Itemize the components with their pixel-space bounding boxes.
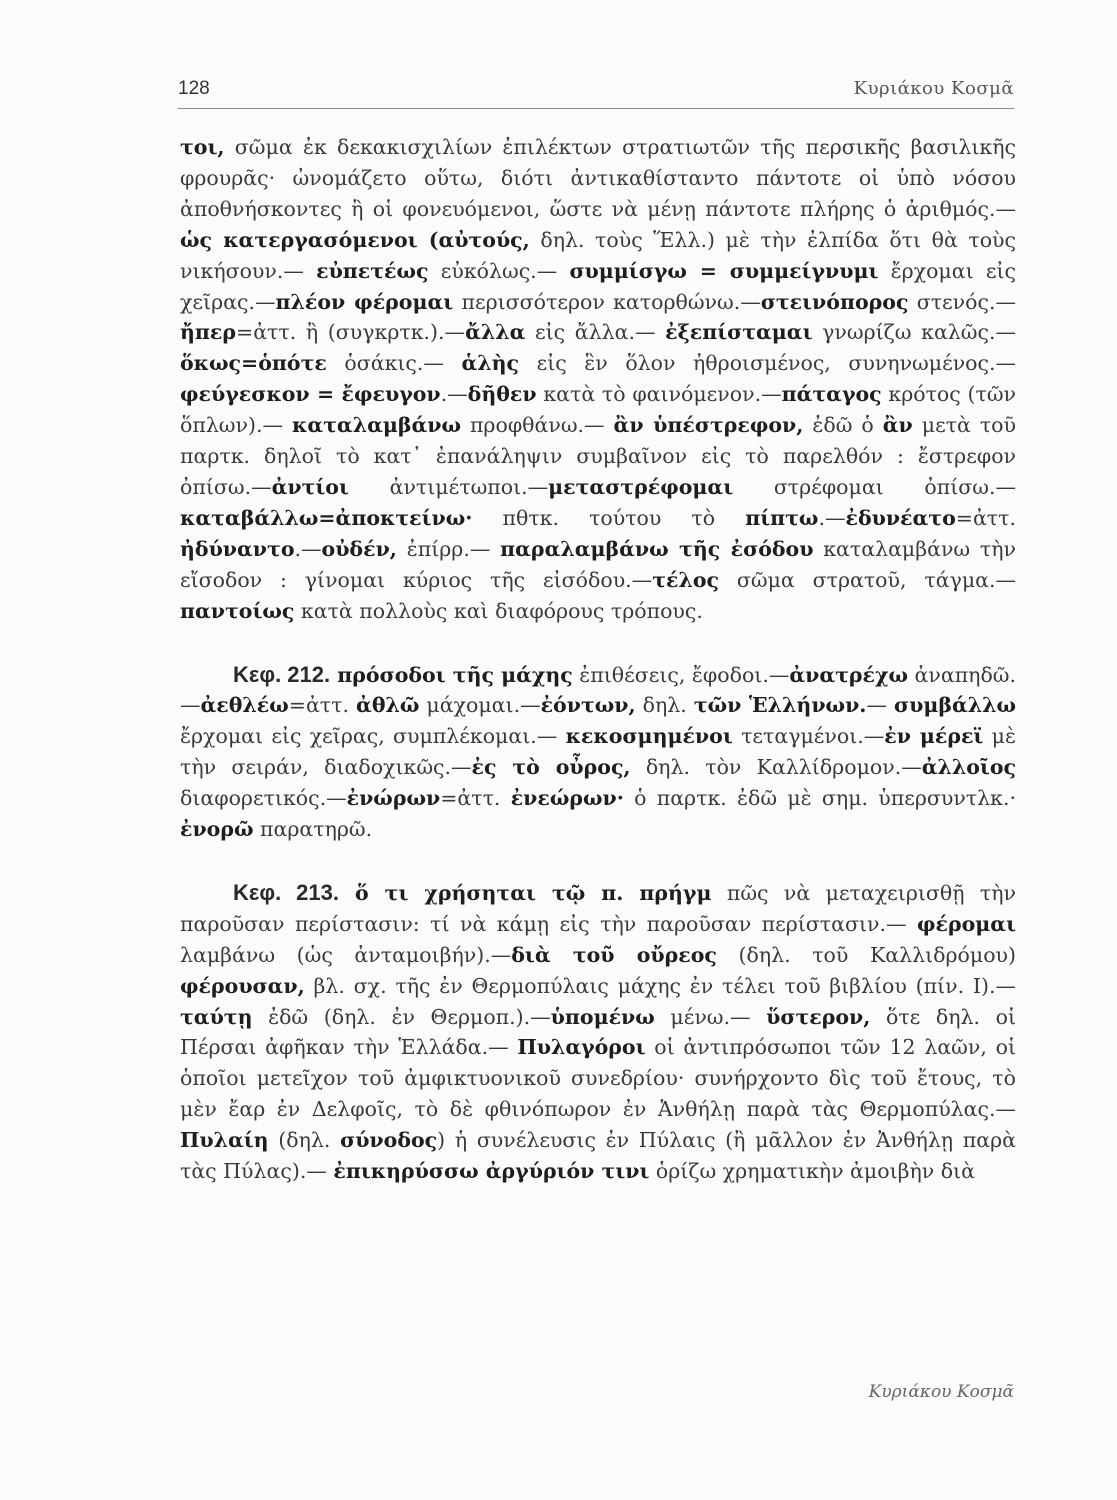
lemma-term: συμμίσγω = συμμείγνυμι	[569, 258, 879, 283]
lemma-term: ἐνώρων	[346, 786, 441, 811]
lemma-term: ἀλλοῖος	[921, 755, 1016, 780]
lemma-term: ὅ τι χρήσηται τῷ π. πρήγμ	[338, 880, 712, 905]
gloss-text: δηλ. τοὺς Ἕλλ.) μὲ τὴν ἐλπίδα ὅτι θὰ τοὺς νικήσουν.—	[180, 227, 1016, 283]
gloss-text: στρέφομαι ὀπίσω.—	[733, 474, 1016, 499]
lemma-term: ἤπερ	[180, 320, 237, 345]
lemma-term: παραλαμβάνω τῆς ἐσόδου	[500, 536, 814, 561]
gloss-text: δηλ. τὸν Καλλίδρομον.—	[630, 755, 922, 780]
lemma-term: ἐνεώρων·	[510, 786, 624, 811]
chapter-reference: Κεφ. 212.	[233, 661, 331, 687]
lemma-term: φεύγεσκον = ἔφευγον	[180, 382, 441, 407]
gloss-text: προφθάνω.—	[460, 413, 614, 438]
gloss-text: περισσότερον κατορθώνω.—	[453, 289, 761, 314]
lemma-term: ὡς κατεργασόμενοι (αὐτούς,	[180, 227, 530, 252]
gloss-text: ἐδῶ (δηλ. ἐν Θερμοπ.).—	[252, 1004, 551, 1029]
gloss-text: (δηλ. τοῦ Καλλιδρόμου)	[716, 942, 1016, 967]
gloss-text: =ἀττ.	[955, 505, 1016, 530]
lemma-term: εὐπετέως	[316, 258, 429, 283]
gloss-text: σῶμα στρατοῦ, τάγμα.—	[718, 567, 1016, 592]
lemma-term: φέρουσαν,	[180, 973, 305, 998]
lemma-term: παντοίως	[180, 598, 295, 623]
gloss-text: τεταγμένοι.—	[732, 724, 885, 749]
lemma-term: μεταστρέφομαι	[548, 474, 734, 499]
gloss-text: ὁσάκις.—	[326, 351, 462, 376]
gloss-text: λαμβάνω (ὡς ἀνταμοιβήν).—	[180, 942, 512, 967]
lemma-term: διὰ τοῦ οὔρεος	[511, 942, 717, 967]
gloss-text: πθτκ. τούτου τὸ	[472, 505, 746, 530]
gloss-text: ἔρχομαι εἰς χεῖρας, συμπλέκομαι.—	[180, 724, 566, 749]
gloss-text: μετὰ τοῦ παρτκ. δηλοῖ τὸ κατ᾽ ἐπανάληψιν συμβαῖνον εἰς τὸ παρελθόν : ἔστρεφον ὀπίσω.—	[180, 413, 1016, 499]
gloss-text: μένω.—	[654, 1004, 767, 1029]
gloss-text: ὁ παρτκ. ἐδῶ μὲ σημ. ὑπερσυντλκ.·	[623, 786, 1016, 811]
gloss-text: ἐδῶ ὁ	[803, 413, 883, 438]
lemma-term: πίπτω	[745, 505, 819, 530]
running-head: Κυριάκου Κοσμᾶ	[853, 78, 1014, 99]
lemma-term: καταλαμβάνω	[291, 413, 461, 438]
lemma-term: ἐόντων,	[540, 693, 636, 718]
gloss-text: —	[866, 693, 894, 718]
gloss-text: ὅτε δηλ. οἱ Πέρσαι ἀφῆκαν τὴν Ἑλλάδα.—	[180, 1004, 1016, 1060]
gloss-text: ἐπίρρ.—	[396, 536, 501, 561]
gloss-text: εἰς ἄλλα.—	[525, 320, 666, 345]
lemma-term: ἂν ὑπέστρεφον,	[613, 413, 804, 438]
lemma-term: Πυλαίη	[180, 1128, 269, 1153]
lemma-term: ἀνατρέχω	[789, 662, 909, 687]
gloss-text: διαφορετικός.—	[180, 786, 347, 811]
lemma-term: ἐς τὸ οὖρος,	[471, 755, 631, 780]
lemma-term: ἀεθλέω	[200, 693, 289, 718]
lemma-term: πρόσοδοι τῆς μάχης	[330, 662, 573, 687]
gloss-text: μὲ τὴν σειράν, διαδοχικῶς.—	[180, 724, 1016, 780]
lemma-term: τοι,	[180, 135, 225, 159]
lemma-term: φέρομαι	[916, 911, 1016, 936]
gloss-text: =ἀττ. ἢ (συγκρτκ.).—	[236, 320, 466, 345]
lemma-term: συμβάλλω	[894, 693, 1016, 718]
gloss-text: εἰς ἓν ὅλον ἠθροισμένος, συνηνωμένος.—	[519, 351, 1016, 376]
gloss-text: ἀναπηδῶ.—	[180, 662, 1017, 718]
gloss-text: .—	[294, 536, 322, 561]
gloss-text: ἐπιθέσεις, ἔφοδοι.—	[572, 662, 790, 687]
lemma-term: ὅκως=ὁπότε	[180, 351, 327, 376]
paragraph-chapter-212	[180, 660, 1016, 845]
lemma-term: Πυλαγόροι	[517, 1035, 646, 1060]
lemma-term: πλέον φέρομαι	[275, 289, 454, 314]
gloss-text: (δηλ.	[268, 1128, 341, 1153]
commentary-body	[180, 132, 1016, 1187]
gloss-text: εὐκόλως.—	[428, 258, 570, 283]
gloss-text: στενός.—	[908, 289, 1016, 314]
gloss-text: .—	[440, 382, 468, 407]
gloss-text: μάχομαι.—	[419, 693, 541, 718]
lemma-term: ἀντίοι	[271, 474, 349, 499]
gloss-text: καταλαμβάνω τὴν εἴσοδον : γίνομαι κύριος τῆς εἰσόδου.—	[180, 536, 1016, 592]
gloss-text: οἱ ἀντιπρόσωποι τῶν 12 λαῶν, οἱ ὁποῖοι μετεῖχον τοῦ ἀμφικτυονικοῦ συνεδρίου· συνήρχοντο δὶς τοῦ ἔτους, τὸ μὲν ἔαρ ἐν Δελφοῖς, τὸ δὲ φθινόπωρον ἐν Ἀνθήλῃ παρὰ τὰς Θερμοπύλας.—	[180, 1035, 1016, 1122]
lemma-term: οὐδέν,	[321, 536, 397, 561]
chapter-reference: Κεφ. 213.	[233, 879, 339, 905]
gloss-text: γνωρίζω καλῶς.—	[812, 320, 1016, 345]
lemma-term: ἀθλῶ	[356, 693, 420, 718]
lemma-term: ἄλλα	[465, 320, 526, 345]
gloss-text: δηλ.	[635, 693, 694, 718]
lemma-term: ἐν μέρεϊ	[884, 724, 984, 749]
gloss-text: ὁρίζω χρηματικὴν ἀμοιβὴν διὰ	[649, 1159, 975, 1184]
lemma-term: ἁλὴς	[461, 351, 520, 376]
lemma-term: δῆθεν	[467, 382, 537, 407]
gloss-text: =ἀττ.	[440, 786, 511, 811]
lemma-term: ταύτῃ	[180, 1004, 253, 1029]
gloss-text: .—	[818, 505, 846, 530]
gloss-text: πῶς νὰ μεταχειρισθῇ τὴν παροῦσαν περίστασιν: τί νὰ κάμῃ εἰς τὴν παροῦσαν περίστασιν.—	[180, 880, 1017, 936]
gloss-text: βλ. σχ. τῆς ἐν Θερμοπύλαις μάχης ἐν τέλει τοῦ βιβλίου (πίν. Ι).—	[304, 973, 1016, 998]
paragraph-chapter-213	[180, 878, 1016, 1187]
footer-signature: Κυριάκου Κοσμᾶ	[868, 1382, 1014, 1402]
lemma-term: ἐνορῶ	[180, 817, 254, 842]
page-header	[178, 78, 1014, 109]
lemma-term: καταβάλλω=ἀποκτείνω·	[180, 505, 473, 530]
paragraph-continuation	[180, 132, 1016, 627]
page-number: 128	[178, 78, 210, 99]
lemma-term: πάταγος	[781, 382, 882, 407]
lemma-term: ὑπομένω	[550, 1004, 655, 1029]
gloss-text: =ἀττ.	[288, 693, 357, 718]
gloss-text: παρατηρῶ.	[253, 817, 373, 842]
lemma-term: ὕστερον,	[766, 1004, 871, 1029]
lemma-term: ἐξεπίσταμαι	[665, 320, 813, 345]
gloss-text: ) ἡ συνέλευσις ἐν Πύλαις (ἢ μᾶλλον ἐν Ἀνθήλῃ παρὰ τὰς Πύλας).—	[180, 1128, 1016, 1184]
gloss-text: σῶμα ἐκ δεκακισχιλίων ἐπιλέκτων στρατιωτῶν τῆς περσικῆς βασιλικῆς φρουρᾶς· ὠνομάζετο οὕτω, διότι ἀντικαθίσταντο πάντοτε οἱ ὑπὸ νόσου ἀποθνήσκοντες ἢ οἱ φονευόμενοι, ὥστε νὰ μένῃ πάντοτε πλήρης ὁ ἀριθμός.—	[180, 135, 1016, 221]
lemma-term: ἠδύναντο	[180, 536, 295, 561]
lemma-term: ἂν	[882, 413, 913, 438]
lemma-term: ἐπικηρύσσω ἀργύριόν τινι	[333, 1159, 650, 1184]
gloss-text: κατὰ τὸ φαινόμενον.—	[536, 382, 782, 407]
lemma-term: τῶν Ἑλλήνων.	[693, 693, 867, 718]
gloss-text: ἔρχομαι εἰς χεῖρας.—	[180, 258, 1017, 314]
lemma-term: κεκοσμημένοι	[565, 724, 733, 749]
gloss-text: ἀντιμέτωποι.—	[348, 474, 549, 499]
lemma-term: τέλος	[652, 567, 719, 592]
gloss-text: κρότος (τῶν ὅπλων).—	[180, 382, 1016, 438]
lemma-term: σύνοδος	[340, 1128, 438, 1153]
lemma-term: στεινόπορος	[760, 289, 909, 314]
gloss-text: κατὰ πολλοὺς καὶ διαφόρους τρόπους.	[294, 598, 703, 623]
lemma-term: ἐδυνέατο	[845, 505, 956, 530]
